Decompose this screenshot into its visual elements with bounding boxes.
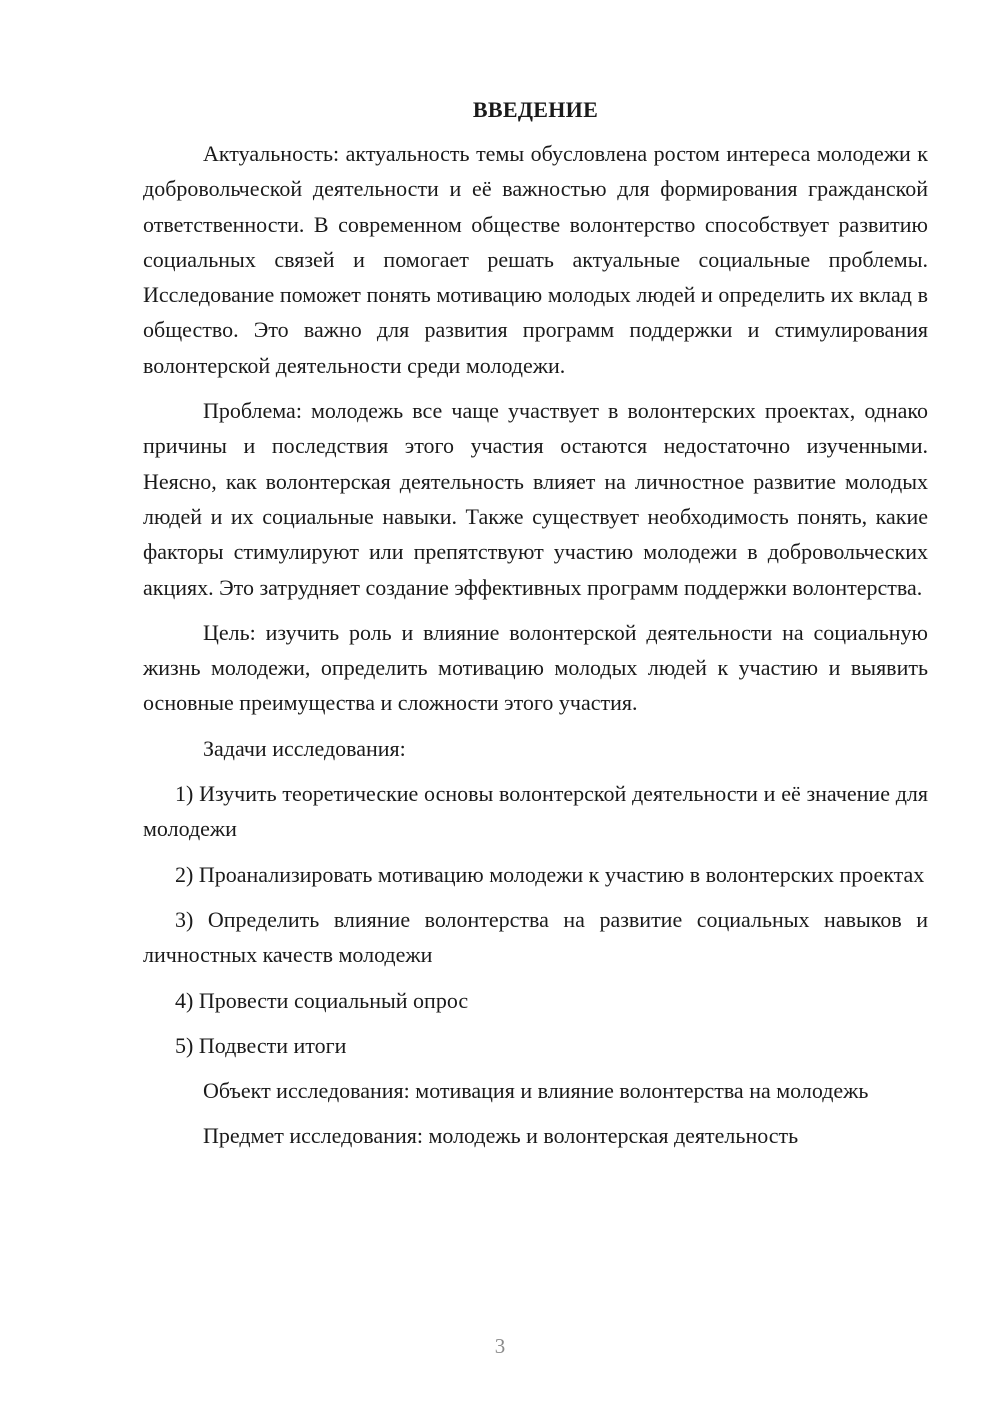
relevance-paragraph: Актуальность: актуальность темы обусловлена ростом интереса молодежи к добровольческой деятельности и её важностью для формирования гражданской ответственности. В современном обществе волонтерство способствует развитию социальных связей и помогает решать актуальные социальные проблемы. Исследование поможет понять мотивацию молодых людей и определить их вклад в общество. Это важно для развития программ поддержки и стимулирования волонтерской деятельности среди молодежи. <box>143 141 928 378</box>
subject-paragraph: Предмет исследования: молодежь и волонтерская деятельность <box>203 1123 799 1149</box>
section-title: ВВЕДЕНИЕ <box>472 97 599 122</box>
task-item: 5) Подвести итоги <box>175 1032 347 1058</box>
object-paragraph: Объект исследования: мотивация и влияние волонтерства на молодежь <box>203 1078 869 1104</box>
problem-paragraph: Проблема: молодежь все чаще участвует в волонтерских проектах, однако причины и последствия этого участия остаются недостаточно изученными. Неясно, как волонтерская деятельность влияет на личностное развитие молодых людей и их социальные навыки. Также существует необходимость понять, какие факторы стимулируют или препятствуют участию молодежи в добровольческих акциях. Это затрудняет создание эффективных программ поддержки волонтерства. <box>143 398 928 600</box>
goal-paragraph: Цель: изучить роль и влияние волонтерской деятельности на социальную жизнь молодежи, определить мотивацию молодых людей к участию и выявить основные преимущества и сложности этого участия. <box>143 619 928 716</box>
task-item: 4) Провести социальный опрос <box>175 987 469 1013</box>
task-item: 2) Проанализировать мотивацию молодежи к участию в волонтерских проектах <box>175 861 925 887</box>
task-item: 1) Изучить теоретические основы волонтерской деятельности и её значение для молодежи <box>143 781 928 842</box>
tasks-heading: Задачи исследования: <box>203 735 406 761</box>
page-number: 3 <box>494 1334 506 1358</box>
task-item: 3) Определить влияние волонтерства на развитие социальных навыков и личностных качеств молодежи <box>143 906 928 968</box>
document-page <box>143 94 928 1164</box>
